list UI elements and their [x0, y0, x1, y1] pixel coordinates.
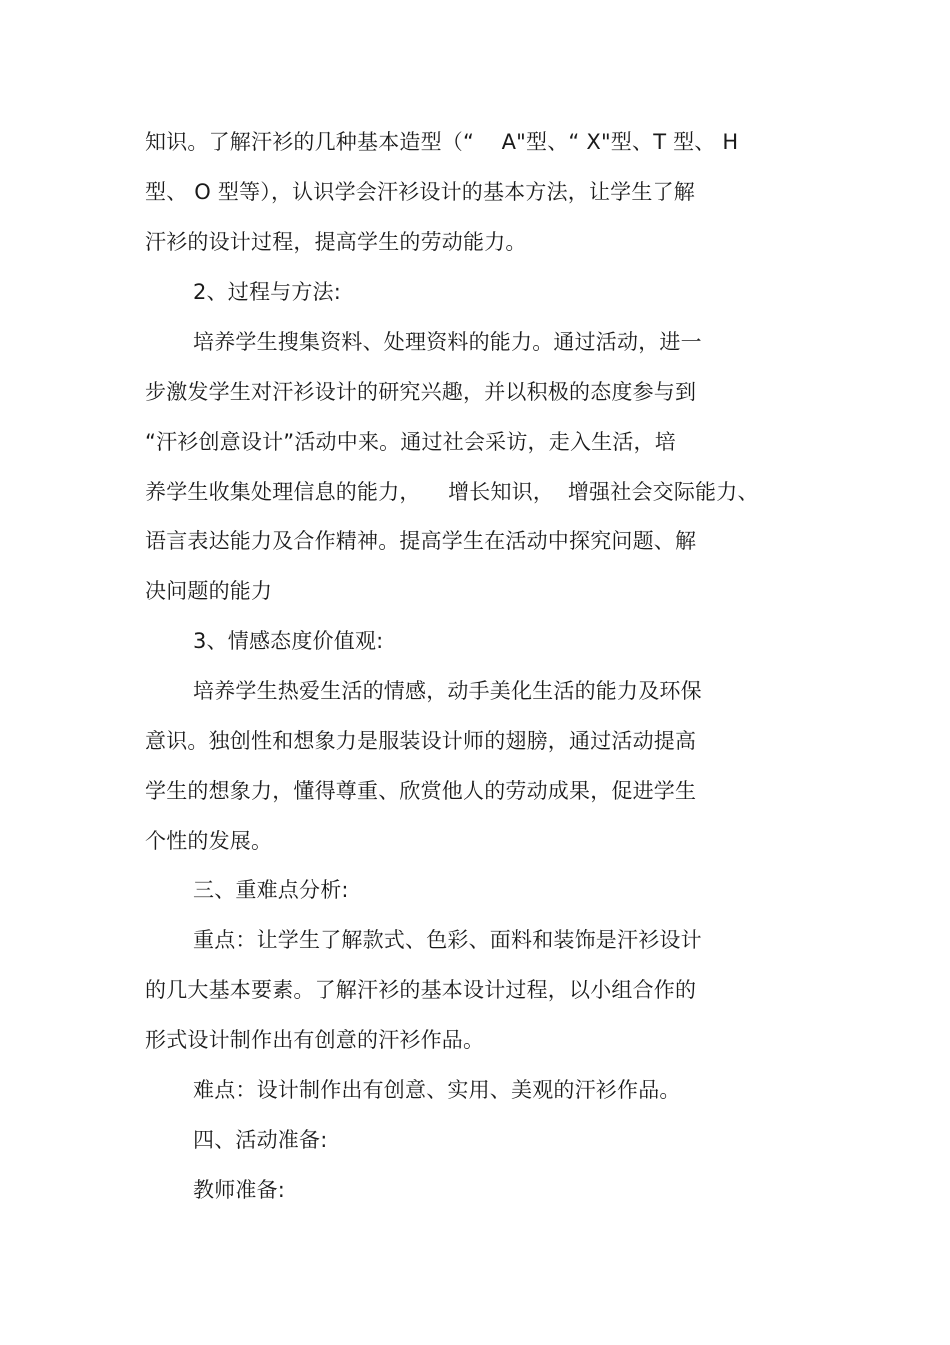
text-line: 的几大基本要素。了解汗衫的基本设计过程，以小组合作的: [145, 978, 697, 1002]
section-heading: 3、情感态度价值观:: [193, 629, 384, 653]
text-line: 汗衫的设计过程，提高学生的劳动能力。: [145, 230, 527, 254]
text-line: 形式设计制作出有创意的汗衫作品。: [145, 1028, 485, 1052]
text-line: 培养学生热爱生活的情感，动手美化生活的能力及环保: [193, 679, 702, 703]
section-heading: 四、活动准备:: [193, 1128, 328, 1152]
text-line: 语言表达能力及合作精神。提高学生在活动中探究问题、解: [145, 529, 697, 553]
text-line: 重点：让学生了解款式、色彩、面料和装饰是汗衫设计: [193, 928, 702, 952]
section-heading: 教师准备:: [193, 1178, 286, 1202]
text-line: 学生的想象力，懂得尊重、欣赏他人的劳动成果，促进学生: [145, 779, 697, 803]
text-line: 养学生收集处理信息的能力， 增长知识， 增强社会交际能力、: [145, 480, 759, 504]
section-heading: 三、重难点分析:: [193, 878, 349, 902]
text-line: 决问题的能力: [145, 579, 273, 603]
text-line: 步激发学生对汗衫设计的研究兴趣，并以积极的态度参与到: [145, 380, 697, 404]
text-line: 知识。了解汗衫的几种基本造型（“ A"型、“ X"型、T 型、 H: [145, 130, 739, 154]
text-line: 难点：设计制作出有创意、实用、美观的汗衫作品。: [193, 1078, 681, 1102]
text-line: 意识。独创性和想象力是服装设计师的翅膀，通过活动提高: [145, 729, 697, 753]
text-line: 型、 O 型等），认识学会汗衫设计的基本方法，让学生了解: [145, 180, 695, 204]
text-line: 培养学生搜集资料、处理资料的能力。通过活动，进一: [193, 330, 702, 354]
section-heading: 2、过程与方法:: [193, 280, 342, 304]
text-line: 个性的发展。: [145, 829, 273, 853]
text-line: “汗衫创意设计”活动中来。通过社会采访，走入生活，培: [145, 430, 676, 454]
